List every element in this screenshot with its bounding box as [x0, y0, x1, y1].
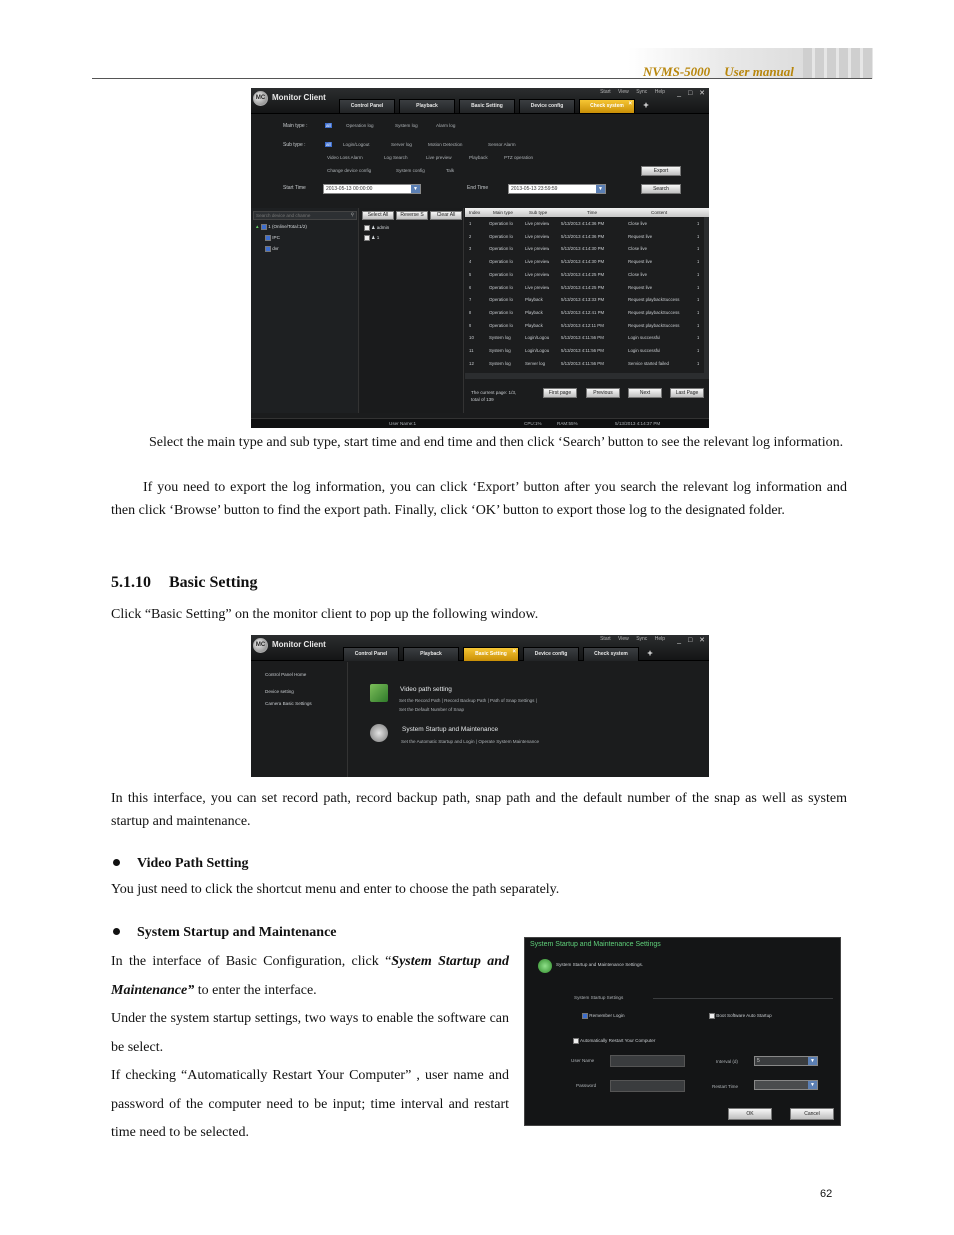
- table-cell: Live preview: [525, 259, 550, 265]
- para6-c: to enter the interface.: [194, 982, 317, 998]
- table-cell: 12: [469, 360, 474, 366]
- group-label: System Startup Settings: [574, 995, 624, 1000]
- table-cell: 1: [697, 271, 700, 277]
- sub-type-login[interactable]: Login/Logout: [343, 142, 370, 147]
- restart-time-select[interactable]: [754, 1080, 818, 1090]
- col-sub-type[interactable]: Sub type: [529, 210, 548, 215]
- app-logo-icon: MC: [253, 638, 268, 653]
- gear-icon: [370, 724, 388, 742]
- user-1-checkbox[interactable]: [364, 235, 370, 241]
- sub-type-label: Sub type :: [283, 142, 306, 148]
- last-page-button[interactable]: Last Page: [670, 388, 704, 398]
- link-separator: |: [487, 698, 489, 703]
- table-cell: 1: [697, 259, 700, 265]
- status-user: User Name:1: [389, 421, 417, 426]
- chevron-down-icon: ▼: [596, 185, 605, 193]
- search-button[interactable]: Search: [641, 184, 681, 194]
- table-cell: 1: [697, 233, 700, 239]
- device-search-input[interactable]: [253, 211, 357, 220]
- bullet-video-path-label: Video Path Setting: [137, 856, 249, 871]
- link-snap-path[interactable]: Path of Snap Settings: [490, 698, 535, 703]
- next-page-button[interactable]: Next: [628, 388, 662, 398]
- maximize-icon[interactable]: □: [687, 90, 693, 97]
- user-name-label: User Name: [571, 1058, 595, 1063]
- remember-login-label: Remember Login: [589, 1013, 625, 1019]
- table-cell: 5/13/2013 4:11:56 PM: [561, 348, 604, 353]
- table-cell: Operation lo: [489, 246, 513, 252]
- log-table-header: [465, 208, 709, 217]
- sub-type-all[interactable]: all: [326, 142, 331, 147]
- window-controls: [672, 636, 705, 644]
- dialog-title: System Startup and Maintenance Settings: [530, 941, 661, 948]
- tree-root-label: 1 (Online/Total:1/2): [268, 224, 307, 230]
- sub-type-video-loss[interactable]: Video Loss Alarm: [327, 155, 363, 160]
- title-bar: [251, 88, 709, 114]
- table-cell: Login/Logou: [525, 335, 550, 341]
- status-cpu: CPU:1%: [524, 421, 542, 426]
- table-cell: Request live: [628, 259, 653, 265]
- table-cell: Live preview: [525, 233, 550, 239]
- tab-device-config[interactable]: Device config: [523, 647, 579, 661]
- interval-value: 5: [757, 1058, 760, 1064]
- chevron-down-icon: ▼: [808, 1057, 817, 1065]
- add-tab-button[interactable]: +: [643, 100, 649, 110]
- paragraph-export: If you need to export the log information, you can click ‘Export’ button after you search the relevant log information and then click ‘Browse’ button to find the export path. Finally, click ‘OK’ button to export those log to the designated folder.: [111, 480, 847, 518]
- link-auto-startup[interactable]: Set the Automatic Startup and Login: [401, 739, 475, 744]
- tab-check-system[interactable]: Check system: [583, 647, 639, 661]
- table-cell: 5: [469, 271, 472, 277]
- tree-dvr-label: dvr: [272, 246, 279, 252]
- table-cell: 5/13/2013 4:14:30 PM: [561, 259, 605, 265]
- restart-time-label: [712, 1084, 738, 1089]
- tab-check-system[interactable]: [579, 99, 635, 113]
- table-row[interactable]: [465, 282, 703, 295]
- tab-bar: [343, 647, 661, 661]
- close-icon[interactable]: ✕: [699, 90, 705, 97]
- table-cell: 5/13/2013 4:11:56 PM: [561, 360, 604, 366]
- table-cell: 1: [697, 297, 700, 303]
- table-cell: 1: [469, 221, 472, 226]
- password-input[interactable]: [610, 1080, 685, 1092]
- select-all-button[interactable]: Select All: [362, 211, 394, 220]
- page-info: The current page: 1/3,: [471, 390, 517, 395]
- bullet-system-startup: [113, 925, 337, 941]
- end-time-label: End Time: [467, 185, 489, 191]
- paragraph-basic-config: [111, 948, 509, 1005]
- top-menu: [594, 89, 665, 95]
- remember-login-option[interactable]: [582, 1013, 625, 1019]
- auto-restart-checkbox[interactable]: [573, 1038, 579, 1044]
- user-icon: ♟: [371, 235, 376, 241]
- col-content[interactable]: Content: [651, 210, 668, 215]
- table-cell: Request live: [628, 284, 653, 290]
- sub-type-talk[interactable]: Talk: [446, 168, 455, 173]
- table-cell: Operation lo: [489, 322, 513, 328]
- header-manual: User manual: [724, 64, 794, 79]
- table-row[interactable]: [465, 231, 703, 244]
- close-icon[interactable]: ✕: [699, 637, 705, 644]
- sidebar-camera-basic[interactable]: Camera Basic Settings: [265, 701, 312, 706]
- tab-basic-setting[interactable]: Basic Setting: [459, 99, 515, 113]
- section-number: 5.1.10: [111, 574, 151, 591]
- sub-type-sensor[interactable]: Sensor Alarm: [488, 142, 516, 147]
- paragraph-shortcut: You just need to click the shortcut menu and enter to choose the path separately.: [111, 882, 560, 897]
- menu-help[interactable]: Help: [654, 89, 665, 95]
- menu-view[interactable]: View: [618, 636, 629, 642]
- tab-playback[interactable]: Playback: [399, 99, 455, 113]
- user-1-label: 1: [376, 235, 380, 241]
- settings-shield-icon: [538, 959, 552, 973]
- main-type-all[interactable]: all: [326, 123, 331, 128]
- interval-label: Interval (d): [716, 1059, 738, 1064]
- table-row[interactable]: [465, 243, 703, 256]
- first-page-button[interactable]: First page: [543, 388, 577, 398]
- sidebar-control-panel-home[interactable]: Control Panel Home: [265, 672, 307, 677]
- table-cell: 5/13/2013 4:14:36 PM: [561, 221, 605, 226]
- table-cell: Request playbackSuccess: [628, 297, 680, 303]
- link-separator: |: [535, 698, 537, 703]
- table-cell: 8: [469, 309, 472, 315]
- table-cell: Close live: [628, 271, 648, 277]
- table-row[interactable]: [465, 269, 703, 282]
- sub-type-log-search[interactable]: Log Search: [384, 155, 408, 160]
- table-cell: 1: [697, 348, 700, 353]
- table-cell: Request playbackSuccess: [628, 309, 680, 315]
- table-cell: Close live: [628, 221, 648, 226]
- table-cell: 9: [469, 322, 472, 328]
- system-startup-title[interactable]: System Startup and Maintenance: [402, 726, 499, 733]
- header-title: [643, 64, 794, 80]
- cancel-button[interactable]: Cancel: [790, 1108, 834, 1120]
- sub-type-motion[interactable]: Motion Detection: [428, 142, 463, 147]
- table-cell: Request playbackSuccess: [628, 322, 680, 328]
- link-record-path[interactable]: Set the Record Path: [399, 698, 441, 703]
- basic-setting-window: [251, 635, 709, 777]
- paragraph-interface: In this interface, you can set record path, record backup path, snap path and the default number of the snap as well as system startup and maintenance.: [111, 791, 847, 829]
- col-index[interactable]: Index: [469, 210, 481, 215]
- main-type-label: Main type :: [283, 123, 308, 129]
- table-cell: Operation lo: [489, 221, 513, 226]
- sub-type-change-device[interactable]: Change device config: [327, 168, 372, 173]
- link-system-maintenance[interactable]: Operate System Maintenance: [478, 739, 540, 744]
- device-search-placeholder: Search device and channe: [256, 213, 311, 218]
- auto-restart-label: Automatically Restart Your Computer: [580, 1038, 656, 1044]
- sub-type-live-preview[interactable]: Live preview: [426, 155, 452, 160]
- reverse-select-button[interactable]: Reverse S: [396, 211, 428, 220]
- tab-device-config[interactable]: Device config: [519, 99, 575, 113]
- remember-login-checkbox[interactable]: [582, 1013, 588, 1019]
- main-type-system-log[interactable]: System log: [395, 123, 418, 128]
- page-number: 62: [820, 1188, 833, 1200]
- password-label: Password: [576, 1083, 597, 1088]
- vertical-scrollbar[interactable]: [704, 217, 709, 373]
- user-admin-checkbox[interactable]: [364, 225, 370, 231]
- tab-bar: [339, 99, 657, 113]
- page-total: total of 139: [471, 397, 494, 402]
- start-time-field[interactable]: [323, 184, 421, 194]
- table-cell: 2: [469, 233, 472, 239]
- tab-close-icon[interactable]: ×: [512, 649, 516, 655]
- start-time-value: 2013-05-13 00:00:00: [326, 186, 373, 192]
- menu-view[interactable]: View: [618, 89, 629, 95]
- paragraph-startup-settings: Under the system startup settings, two ways to enable the software can be select.: [111, 1011, 509, 1055]
- table-cell: Playback: [525, 322, 543, 328]
- user-admin[interactable]: [364, 225, 389, 231]
- tab-close-icon[interactable]: ×: [628, 101, 632, 107]
- table-cell: Live preview: [525, 284, 550, 290]
- paragraph-click-basic: Click “Basic Setting” on the monitor client to pop up the following window.: [111, 607, 539, 622]
- clear-all-button[interactable]: Clear All: [430, 211, 462, 220]
- status-ram: RAM:55%: [557, 421, 578, 426]
- table-cell: 5/13/2013 4:12:41 PM: [561, 309, 605, 315]
- table-cell: Live preview: [525, 221, 550, 226]
- tab-basic-setting[interactable]: [463, 647, 519, 661]
- section-heading: [111, 574, 257, 592]
- table-cell: 1: [697, 360, 700, 366]
- table-cell: Operation lo: [489, 271, 513, 277]
- table-cell: 1: [697, 284, 700, 290]
- user-name-input[interactable]: [610, 1055, 685, 1067]
- app-title: Monitor Client: [272, 640, 326, 649]
- table-cell: 1: [697, 322, 700, 328]
- table-cell: 4: [469, 259, 472, 265]
- tab-basic-setting-label: Basic Setting: [475, 651, 507, 657]
- table-row[interactable]: [465, 358, 703, 371]
- table-cell: System log: [489, 335, 511, 341]
- main-type-operation-log[interactable]: Operation log: [346, 123, 374, 128]
- table-cell: Login/Logou: [525, 348, 550, 353]
- table-cell: Login successful: [628, 335, 661, 341]
- video-path-title[interactable]: Video path setting: [400, 686, 452, 693]
- table-cell: System log: [489, 348, 511, 353]
- tree-ipc-checkbox[interactable]: [265, 235, 271, 241]
- table-cell: 1: [697, 246, 700, 252]
- table-row[interactable]: [465, 256, 703, 269]
- bullet-system-startup-label: System Startup and Maintenance: [137, 925, 337, 940]
- table-cell: 1: [697, 221, 700, 226]
- tab-control-panel[interactable]: Control Panel: [339, 99, 395, 113]
- sub-type-server-log[interactable]: Server log: [391, 142, 412, 147]
- tree-root[interactable]: ▲ 1 (Online/Total:1/2): [255, 224, 307, 230]
- status-time: 5/13/2013 4:14:37 PM: [615, 421, 661, 426]
- settings-sidebar: [251, 662, 348, 777]
- end-time-value: 2013-05-13 23:59:59: [511, 186, 558, 192]
- para6-a: In the interface of Basic Configuration, click “: [111, 954, 392, 969]
- sub-type-system-config[interactable]: System config: [396, 168, 425, 173]
- table-row[interactable]: [465, 332, 703, 345]
- table-cell: 5/13/2013 4:14:36 PM: [561, 233, 605, 239]
- tree-root-checkbox[interactable]: [261, 224, 267, 230]
- paragraph-auto-restart: If checking “Automatically Restart Your Computer” , user name and password of the computer need to be input; time interval and restart time need to be selected.: [111, 1068, 509, 1140]
- link-separator: |: [475, 739, 478, 744]
- table-cell: 5/13/2013 4:14:25 PM: [561, 271, 605, 277]
- link-separator: |: [441, 698, 443, 703]
- col-main-type[interactable]: Main type: [493, 210, 513, 215]
- window-controls: [672, 89, 705, 97]
- table-row[interactable]: [465, 294, 703, 307]
- search-icon: ⚲: [350, 212, 354, 217]
- table-cell: Operation lo: [489, 259, 513, 265]
- table-cell: Playback: [525, 297, 543, 303]
- table-cell: System log: [489, 360, 511, 366]
- restart-time-text: Restart Time: [712, 1084, 739, 1089]
- table-cell: Live preview: [525, 271, 550, 277]
- bullet-dot: [113, 859, 120, 866]
- link-default-snap[interactable]: Set the Default Number of Snap: [399, 707, 465, 712]
- table-row[interactable]: [465, 307, 703, 320]
- chevron-down-icon: ▼: [808, 1081, 817, 1089]
- add-tab-button[interactable]: +: [647, 648, 653, 658]
- system-startup-links: [401, 739, 539, 744]
- tree-node-dvr[interactable]: [265, 246, 279, 252]
- chevron-down-icon: ▼: [411, 185, 420, 193]
- video-path-links: [399, 698, 537, 703]
- tree-dvr-checkbox[interactable]: [265, 246, 271, 252]
- table-cell: 6: [469, 284, 472, 290]
- table-cell: Close live: [628, 246, 648, 252]
- table-cell: Operation lo: [489, 284, 513, 290]
- log-search-window: [251, 88, 709, 428]
- sidebar-device-setting[interactable]: Device setting: [265, 689, 294, 694]
- bullet-video-path: [113, 856, 248, 872]
- end-time-field[interactable]: [508, 184, 606, 194]
- ok-button[interactable]: OK: [728, 1108, 772, 1120]
- tab-check-system-label: Check system: [590, 103, 624, 109]
- log-rows: [465, 218, 703, 371]
- table-row[interactable]: [465, 345, 703, 358]
- tree-node-ipc[interactable]: [265, 235, 280, 241]
- table-cell: Request live: [628, 233, 653, 239]
- table-cell: Service started failed: [628, 360, 669, 366]
- status-bar: [251, 418, 709, 428]
- table-cell: Live preview: [525, 246, 550, 252]
- table-row[interactable]: [465, 320, 703, 333]
- table-cell: 5/13/2013 4:14:25 PM: [561, 284, 605, 290]
- dialog-subtitle: System Startup and Maintenance Settings.: [556, 962, 644, 967]
- auto-restart-option[interactable]: [573, 1038, 655, 1044]
- menu-sync[interactable]: Sync: [636, 636, 648, 642]
- maximize-icon[interactable]: □: [687, 637, 693, 644]
- table-cell: 11: [469, 348, 474, 353]
- start-time-label: Start Time: [283, 185, 306, 191]
- tab-playback[interactable]: Playback: [403, 647, 459, 661]
- group-divider: [653, 998, 833, 999]
- col-time[interactable]: Time: [587, 210, 598, 215]
- menu-start[interactable]: Start: [600, 636, 611, 642]
- table-cell: Operation lo: [489, 309, 513, 315]
- header-product: NVMS-5000: [643, 64, 711, 79]
- menu-sync[interactable]: Sync: [636, 89, 648, 95]
- table-cell: 1: [697, 335, 700, 341]
- table-cell: 7: [469, 297, 472, 303]
- user-icon: ♟: [371, 225, 376, 231]
- table-cell: 5/13/2013 4:12:11 PM: [561, 322, 604, 328]
- user-panel: [360, 208, 464, 413]
- interval-select[interactable]: [754, 1056, 818, 1066]
- horizontal-scrollbar[interactable]: [465, 373, 709, 379]
- link-record-backup[interactable]: Record Backup Path: [444, 698, 487, 703]
- table-cell: Server log: [525, 360, 546, 366]
- table-cell: Login successful: [628, 348, 661, 353]
- minimize-icon[interactable]: _: [677, 637, 681, 644]
- bullet-dot: [113, 928, 120, 935]
- main-type-alarm-log[interactable]: Alarm log: [436, 123, 456, 128]
- table-cell: Playback: [525, 309, 543, 315]
- table-cell: 3: [469, 246, 472, 252]
- top-menu: [594, 636, 665, 642]
- sub-type-ptz[interactable]: PTZ operation: [504, 155, 534, 160]
- table-cell: 1: [697, 309, 700, 315]
- video-path-icon: [370, 684, 388, 702]
- table-row[interactable]: [465, 218, 703, 231]
- tree-ipc-label: IPC: [272, 235, 280, 241]
- device-tree-panel: [251, 208, 359, 413]
- table-cell: 5/13/2013 4:11:56 PM: [561, 335, 604, 341]
- user-1[interactable]: [364, 235, 379, 241]
- title-bar: [251, 635, 709, 661]
- app-title: Monitor Client: [272, 93, 326, 102]
- para6-b: System Startup and Maintenance”: [111, 954, 509, 998]
- table-cell: 10: [469, 335, 474, 341]
- tab-control-panel[interactable]: Control Panel: [343, 647, 399, 661]
- paragraph-search: Select the main type and sub type, start time and end time and then click ‘Search’ button to see the relevant log information.: [149, 435, 844, 450]
- boot-auto-checkbox[interactable]: [709, 1013, 715, 1019]
- previous-page-button[interactable]: Previous: [586, 388, 620, 398]
- table-cell: Operation lo: [489, 297, 513, 303]
- menu-help[interactable]: Help: [654, 636, 665, 642]
- user-admin-label: admin: [376, 225, 390, 231]
- app-logo-icon: MC: [253, 91, 268, 106]
- sub-type-playback[interactable]: Playback: [469, 155, 488, 160]
- table-cell: Operation lo: [489, 233, 513, 239]
- minimize-icon[interactable]: _: [677, 90, 681, 97]
- log-table: [465, 208, 709, 373]
- menu-start[interactable]: Start: [600, 89, 611, 95]
- boot-auto-option[interactable]: [709, 1013, 772, 1019]
- export-button[interactable]: Export: [641, 166, 681, 176]
- table-cell: 5/13/2013 4:13:33 PM: [561, 297, 605, 303]
- startup-settings-dialog: [524, 937, 841, 1126]
- section-title: Basic Setting: [169, 574, 258, 591]
- table-cell: 5/13/2013 4:14:30 PM: [561, 246, 605, 252]
- boot-auto-label: Boot Software Auto Startup: [716, 1013, 772, 1019]
